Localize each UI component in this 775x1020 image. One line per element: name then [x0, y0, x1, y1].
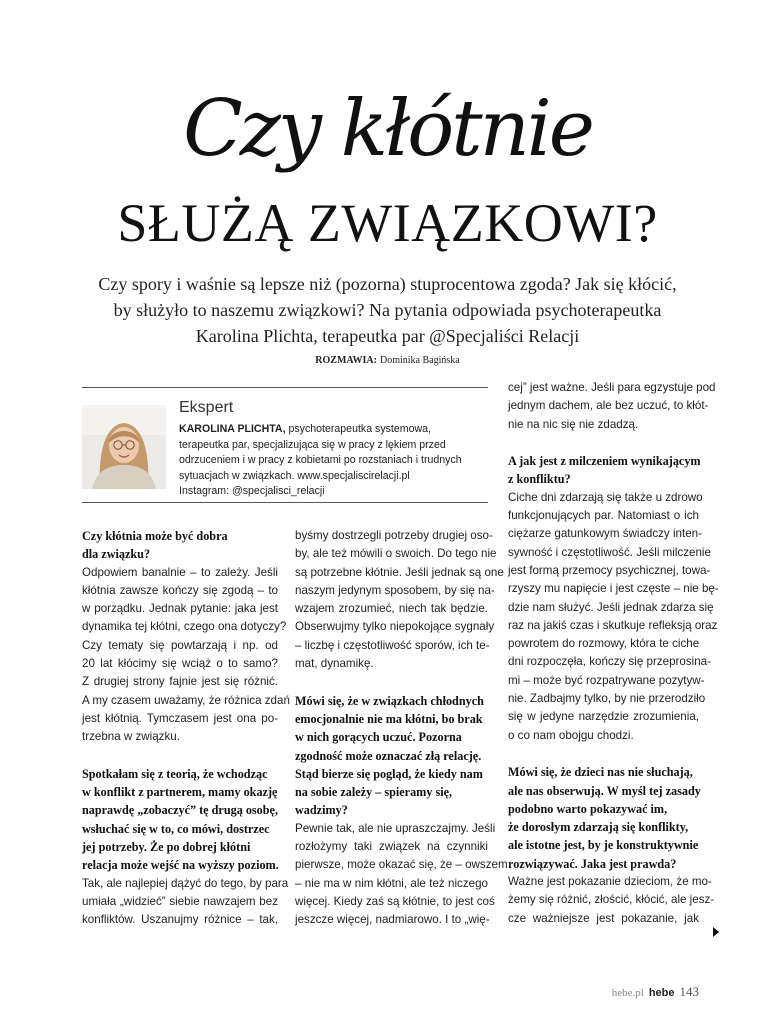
- expert-bio-line: [179, 422, 479, 438]
- text-line: jest kłótnią. Tymczasem jest ona po-: [82, 711, 278, 725]
- question-line: zgodność może oznaczać złą relację.: [295, 748, 482, 763]
- text-line: się w jedyne narzędzie zrozumienia,: [508, 710, 699, 724]
- question-line: ale nas obserwują. W myśl tej zasady: [508, 783, 701, 798]
- text-line: o co nam obojgu chodzi.: [508, 728, 634, 742]
- text-line: nie. Zadbajmy tylko, by nie przerodziło: [508, 692, 706, 706]
- lead-line: Czy spory i waśnie są lepsze niż (pozorna) stuprocentowa zgoda? Jak się kłócić,: [98, 274, 677, 294]
- text-line: raz na jakiś czas i skutkuje refleksją oraz: [508, 618, 718, 632]
- text-line: cze ważniejsze jest pokazanie, jak: [508, 911, 699, 925]
- text-line: konfliktów. Uszanujmy różnice – tak,: [82, 913, 278, 927]
- question-line: wsłuchać się w to, co mówi, dostrzec: [82, 821, 270, 836]
- text-line: Obserwujmy tylko niepokojące sygnały: [295, 620, 495, 634]
- expert-photo: [82, 405, 166, 489]
- answer-paragraph: [82, 875, 289, 930]
- expert-bio-line: Instagram: @specjalisci_relacji: [179, 485, 325, 498]
- expert-heading: Ekspert: [179, 399, 234, 416]
- question-line: rozwiązywać. Jaka jest prawda?: [508, 856, 677, 871]
- lead-paragraph: [95, 271, 680, 349]
- question-line: emocjonalnie nie ma kłótni, bo brak: [295, 711, 483, 726]
- answer-paragraph: [508, 379, 716, 434]
- question-line: z konfliktu?: [508, 472, 571, 487]
- text-line: są potrzebne kłótnie. Jeśli jednak są one: [295, 565, 504, 579]
- text-line: Z drugiej strony fajnie jest się różnić.: [82, 675, 278, 689]
- answer-paragraph: [295, 820, 508, 930]
- text-line: więcej. Kiedy zaś są kłótnie, to jest coś: [295, 894, 495, 908]
- page-footer: [612, 984, 699, 1000]
- text-line: jest formą przemocy psychicznej, towa-: [508, 563, 711, 577]
- expert-name: KAROLINA PLICHTA,: [179, 423, 286, 435]
- text-line: powrotem do rozmowy, która te ciche: [508, 637, 700, 651]
- text-line: Odpowiem banalnie – to zależy. Jeśli: [82, 565, 278, 579]
- question-line: ale istotne jest, by je konstruktywnie: [508, 838, 699, 853]
- text-line: Tak, ale najlepiej dążyć do tego, by para: [82, 876, 289, 890]
- text-line: żemy się różnić, złościć, kłócić, ale jesz-: [508, 893, 715, 907]
- text-line: kłótnia zawsze kończy się zgodą – to: [82, 583, 278, 597]
- question-line: Mówi się, że w związkach chłodnych: [295, 693, 484, 708]
- question: [82, 765, 278, 875]
- text-line: umiała „widzieć” siebie nawzajem bez: [82, 894, 278, 908]
- text-line: Czy tematy się powtarzają i np. od: [82, 638, 278, 652]
- answer-paragraph: [508, 873, 715, 928]
- text-line: rozłożymy taki związek na czynniki: [295, 840, 488, 854]
- text-line: rzyszy mu napięcie i jest częste – nie bę-: [508, 582, 719, 596]
- lead-line: by służyło to naszemu związkowi? Na pytania odpowiada psychoterapeutka: [113, 300, 662, 320]
- question: [508, 763, 699, 873]
- answer-paragraph: [295, 527, 504, 673]
- question: [82, 527, 278, 564]
- text-line: ciężarze gatunkowym świadczy inten-: [508, 527, 702, 541]
- expert-bio-line: sytuacjach w związkach. www.specjaliscirelacji.pl: [179, 469, 410, 482]
- question-line: w nich gorących uczuć. Pozorna: [295, 730, 462, 745]
- text-line: trzebna w związku.: [82, 730, 180, 744]
- question-line: w konflikt z partnerem, mamy okazję: [82, 785, 278, 800]
- article-column-1: [82, 527, 290, 930]
- expert-bio-text: psychoterapeutka systemowa,: [285, 423, 431, 435]
- question-line: Czy kłótnia może być dobra: [82, 529, 228, 543]
- answer-paragraph: [82, 564, 290, 747]
- article-column-3: [508, 379, 719, 928]
- question-line: jej potrzeby. Że po dobrej kłótni: [82, 840, 251, 855]
- expert-box: [82, 387, 488, 503]
- expert-bio: [179, 422, 479, 500]
- continue-arrow-icon: [713, 927, 719, 937]
- question-line: Stąd bierze się pogląd, że kiedy nam: [295, 766, 483, 781]
- title-line-1: Czy kłótnie: [183, 84, 592, 174]
- text-line: sywność i częstotliwość. Jeśli milczenie: [508, 545, 711, 559]
- footer-brand: hebe: [648, 987, 675, 999]
- byline-author: Dominika Bagińska: [379, 355, 460, 366]
- question-line: relacja może wejść na wyższy poziom.: [82, 858, 279, 873]
- question-line: wadzimy?: [295, 803, 348, 818]
- text-line: mi – może być rozpatrywane pozytyw-: [508, 673, 705, 687]
- byline: [0, 355, 775, 366]
- text-line: jeszcze więcej, nadmiarowo. I to „wię-: [295, 913, 490, 927]
- text-line: Ważne jest pokazanie dzieciom, że mo-: [508, 875, 712, 889]
- page-number: 143: [679, 984, 699, 999]
- expert-bio-line: odrzuceniem i w pracy z kobietami po rozstaniach i trudnych: [179, 454, 462, 467]
- text-line: pierwsze, może okazać się, że – owszem: [295, 858, 508, 872]
- lead-line: Karolina Plichta, terapeutka par @Specjaliści Relacji: [195, 326, 580, 346]
- footer-site: hebe.pl: [611, 987, 644, 999]
- text-line: 20 lat kłócimy się wciąż o to samo?: [82, 657, 278, 671]
- question-line: Spotkałam się z teorią, że wchodząc: [82, 766, 268, 781]
- text-line: – liczbę i częstotliwość sporów, ich te-: [295, 638, 490, 652]
- text-line: cej” jest ważne. Jeśli para egzystuje pod: [508, 381, 716, 394]
- text-line: byśmy dostrzegli potrzeby drugiej oso-: [295, 529, 493, 542]
- text-line: by, ale też mówili o swoich. Do tego nie: [295, 547, 497, 561]
- text-line: jednym dachem, ale bez uczuć, to kłót-: [508, 399, 709, 413]
- question-line: dla związku?: [82, 547, 151, 562]
- question-line: na sobie zależy – spieramy się,: [295, 785, 453, 800]
- title-line-2: SŁUŻĄ ZWIĄZKOWI?: [117, 193, 658, 253]
- question: [508, 452, 699, 489]
- text-line: naszym jedynym sposobem, by się na-: [295, 583, 495, 597]
- question-line: że dorosłym zdarzają się konflikty,: [508, 820, 689, 835]
- article-column-2: [295, 527, 508, 930]
- text-line: – nie ma w nim kłótni, ale też niczego: [295, 876, 488, 890]
- text-line: dni rozpoczęła, kończy się przeprosina-: [508, 655, 711, 669]
- text-line: w porządku. Jednak pytanie: jaka jest: [82, 602, 278, 616]
- expert-bio-line: terapeutka par, specjalizująca się w pracy z lękiem przed: [179, 438, 446, 451]
- text-line: nie na nic się nie zdadzą.: [508, 417, 639, 431]
- text-line: Ciche dni zdarzają się także u zdrowo: [508, 490, 703, 504]
- answer-paragraph: [508, 489, 719, 745]
- question-line: Mówi się, że dzieci nas nie słuchają,: [508, 765, 693, 780]
- text-line: dynamika tej kłótni, czego ona dotyczy?: [82, 620, 287, 634]
- question-line: naprawdę „zobaczyć” tę drugą osobę,: [82, 803, 278, 818]
- text-line: Pewnie tak, ale nie upraszczajmy. Jeśli: [295, 821, 496, 835]
- text-line: wzajem zrozumieć, niech tak będzie.: [295, 602, 488, 616]
- question-line: A jak jest z milczeniem wynikającym: [508, 454, 701, 469]
- text-line: funkcjonujących par. Natomiast o ich: [508, 509, 699, 523]
- question-line: podobno warto pokazywać im,: [508, 801, 668, 816]
- text-line: dzie nam służyć. Jeśli jednak zdarza się: [508, 600, 714, 614]
- question: [295, 692, 488, 820]
- byline-label: ROZMAWIA:: [315, 355, 377, 366]
- text-line: mat, dynamikę.: [295, 657, 374, 671]
- text-line: A my czasem uważamy, że różnica zdań: [82, 693, 290, 707]
